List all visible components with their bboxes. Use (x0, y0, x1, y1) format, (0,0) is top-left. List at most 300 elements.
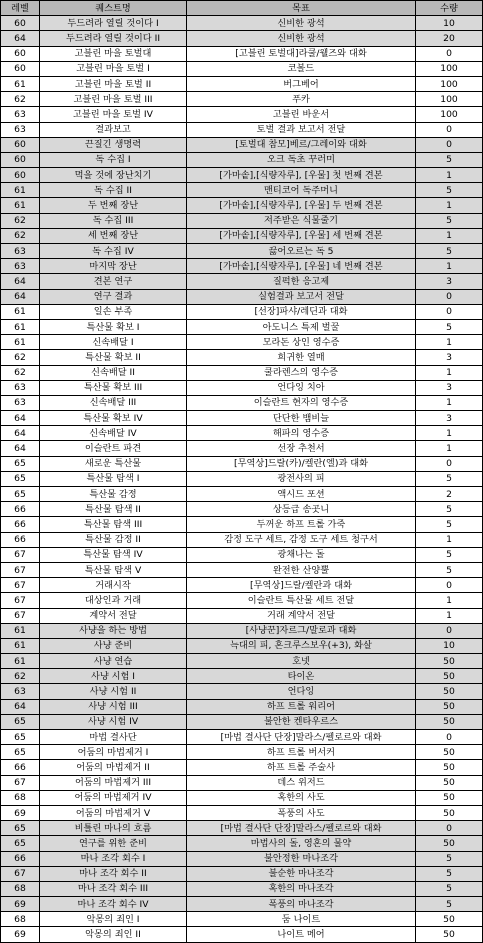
table-row (1, 335, 483, 350)
table-row (1, 593, 483, 608)
table-row (1, 350, 483, 365)
cell-target: [마법 결사단 단장]말라스/펠로르와 대화 (187, 821, 416, 836)
cell-quantity: 0 (416, 289, 483, 304)
table-row (1, 562, 483, 577)
cell-quest-name: 두드려라 열릴 것이다 II (40, 31, 187, 46)
cell-level: 60 (1, 46, 40, 61)
cell-level: 67 (1, 547, 40, 562)
cell-level: 61 (1, 638, 40, 653)
cell-quantity: 1 (416, 426, 483, 441)
cell-quest-name: 마나 조각 회수 III (40, 881, 187, 896)
cell-level: 61 (1, 335, 40, 350)
cell-quest-name: 특산물 탐색 V (40, 562, 187, 577)
cell-level: 67 (1, 593, 40, 608)
cell-quest-name: 새로운 특산물 (40, 456, 187, 471)
cell-quantity: 1 (416, 441, 483, 456)
cell-quantity: 100 (416, 61, 483, 76)
header-row (1, 1, 483, 16)
cell-quantity: 100 (416, 92, 483, 107)
cell-quantity: 3 (416, 350, 483, 365)
cell-target: [토벌대 참모]베르/그레이와 대화 (187, 137, 416, 152)
cell-quest-name: 어둠의 마법제거 IV (40, 790, 187, 805)
cell-target: 토벌 결과 보고서 전달 (187, 122, 416, 137)
cell-quantity: 0 (416, 456, 483, 471)
cell-target: 늑대의 피, 혼크루스보우(+3), 화살 (187, 638, 416, 653)
cell-level: 62 (1, 365, 40, 380)
cell-level: 61 (1, 623, 40, 638)
cell-target: 푸카 (187, 92, 416, 107)
cell-level: 63 (1, 395, 40, 410)
cell-quest-name: 특산물 탐색 III (40, 517, 187, 532)
cell-target: 액시드 포션 (187, 487, 416, 502)
cell-quantity: 0 (416, 304, 483, 319)
cell-quest-name: 사냥 시험 I (40, 669, 187, 684)
cell-quantity: 0 (416, 730, 483, 745)
cell-level: 62 (1, 350, 40, 365)
cell-level: 60 (1, 137, 40, 152)
cell-level: 68 (1, 881, 40, 896)
cell-level: 66 (1, 517, 40, 532)
cell-quest-name: 사냥 시험 IV (40, 714, 187, 729)
cell-target: 폭풍의 마나조각 (187, 897, 416, 912)
table-row (1, 608, 483, 623)
cell-target: 버그베어 (187, 76, 416, 91)
cell-quantity: 5 (416, 183, 483, 198)
cell-target: 쿨라렌스의 영수증 (187, 365, 416, 380)
cell-target: [가마솥],[식량자루], [우물] 첫 번째 견본 (187, 168, 416, 183)
cell-level: 68 (1, 912, 40, 927)
cell-quest-name: 마지막 장난 (40, 259, 187, 274)
cell-level: 65 (1, 487, 40, 502)
cell-quantity: 5 (416, 152, 483, 167)
cell-target: 이슬란트 현자의 영수증 (187, 395, 416, 410)
cell-target: 하프 트롤 워리어 (187, 699, 416, 714)
cell-quantity: 1 (416, 168, 483, 183)
header-target: 목표 (187, 1, 416, 16)
cell-target: 언다잉 치아 (187, 380, 416, 395)
table-row (1, 517, 483, 532)
cell-quest-name: 어둠의 마법제거 V (40, 805, 187, 820)
cell-quantity: 5 (416, 517, 483, 532)
table-row (1, 714, 483, 729)
table-row (1, 289, 483, 304)
cell-level: 65 (1, 471, 40, 486)
cell-level: 68 (1, 790, 40, 805)
cell-quest-name: 결과보고 (40, 122, 187, 137)
table-row (1, 532, 483, 547)
cell-quantity: 5 (416, 851, 483, 866)
cell-level: 60 (1, 168, 40, 183)
cell-quest-name: 고블린 마을 토벌대 (40, 46, 187, 61)
cell-quest-name: 사냥을 하는 방법 (40, 623, 187, 638)
cell-quest-name: 고블린 마을 토벌 II (40, 76, 187, 91)
cell-level: 63 (1, 244, 40, 259)
cell-quest-name: 두 번째 장난 (40, 198, 187, 213)
cell-target: 광채나는 돌 (187, 547, 416, 562)
cell-target: 광전사의 피 (187, 471, 416, 486)
cell-quantity: 0 (416, 137, 483, 152)
cell-level: 62 (1, 213, 40, 228)
cell-quest-name: 계약서 전달 (40, 608, 187, 623)
table-row (1, 836, 483, 851)
cell-target: 신비한 광석 (187, 31, 416, 46)
table-row (1, 198, 483, 213)
cell-target: 둠 나이트 (187, 912, 416, 927)
cell-level: 64 (1, 426, 40, 441)
cell-target: 폭풍의 사도 (187, 805, 416, 820)
table-row (1, 699, 483, 714)
cell-quest-name: 사냥 준비 (40, 638, 187, 653)
cell-level: 63 (1, 122, 40, 137)
cell-target: [무역상]드랄(카)/켈란(엘)과 대화 (187, 456, 416, 471)
cell-quantity: 1 (416, 335, 483, 350)
cell-quest-name: 일손 부족 (40, 304, 187, 319)
cell-quest-name: 고블린 마을 토벌 I (40, 61, 187, 76)
cell-target: 저주받은 식물줄기 (187, 213, 416, 228)
cell-level: 64 (1, 441, 40, 456)
cell-quantity: 1 (416, 228, 483, 243)
cell-quest-name: 거래시작 (40, 578, 187, 593)
cell-level: 64 (1, 31, 40, 46)
cell-quantity: 100 (416, 107, 483, 122)
table-row (1, 684, 483, 699)
cell-quantity: 5 (416, 562, 483, 577)
table-row (1, 16, 483, 31)
cell-quest-name: 마나 조각 회수 I (40, 851, 187, 866)
cell-target: 아도니스 특제 벌꿀 (187, 319, 416, 334)
cell-quest-name: 사냥 연습 (40, 654, 187, 669)
cell-target: 끓어오르는 독 5 (187, 244, 416, 259)
cell-level: 65 (1, 836, 40, 851)
table-row (1, 441, 483, 456)
table-row (1, 471, 483, 486)
table-row (1, 578, 483, 593)
cell-quest-name: 어둠의 마법제거 III (40, 775, 187, 790)
cell-level: 65 (1, 745, 40, 760)
table-row (1, 456, 483, 471)
cell-level: 63 (1, 259, 40, 274)
cell-quantity: 50 (416, 836, 483, 851)
cell-target: [무역상]드랄/켈란과 대화 (187, 578, 416, 593)
cell-quest-name: 특산물 감정 II (40, 532, 187, 547)
cell-quantity: 1 (416, 259, 483, 274)
cell-quest-name: 특산물 확보 III (40, 380, 187, 395)
table-row (1, 76, 483, 91)
cell-quest-name: 고블린 마을 토벌 III (40, 92, 187, 107)
table-row (1, 897, 483, 912)
cell-quantity: 50 (416, 699, 483, 714)
cell-quest-name: 비틀린 마나의 흐름 (40, 821, 187, 836)
header-level: 레벨 (1, 1, 40, 16)
cell-target: 혹한의 마나조각 (187, 881, 416, 896)
cell-quest-name: 사냥 시험 III (40, 699, 187, 714)
table-body (1, 16, 483, 942)
cell-quantity: 50 (416, 714, 483, 729)
cell-quantity: 2 (416, 487, 483, 502)
cell-target: 질퍽한 응고제 (187, 274, 416, 289)
cell-quantity: 10 (416, 638, 483, 653)
cell-quantity: 5 (416, 547, 483, 562)
cell-quest-name: 대상인과 거래 (40, 593, 187, 608)
cell-target: 불안정한 마나조각 (187, 851, 416, 866)
cell-quantity: 1 (416, 365, 483, 380)
cell-quantity: 1 (416, 593, 483, 608)
cell-quest-name: 특산물 확보 IV (40, 411, 187, 426)
cell-quantity: 5 (416, 881, 483, 896)
cell-quantity: 10 (416, 16, 483, 31)
cell-quantity: 5 (416, 213, 483, 228)
table-row (1, 821, 483, 836)
cell-level: 67 (1, 578, 40, 593)
cell-target: 선장 추천서 (187, 441, 416, 456)
cell-level: 62 (1, 228, 40, 243)
table-row (1, 122, 483, 137)
table-row (1, 137, 483, 152)
cell-level: 67 (1, 775, 40, 790)
cell-target: 해파의 영수증 (187, 426, 416, 441)
cell-quantity: 50 (416, 654, 483, 669)
cell-target: [마법 결사단 단장]말라스/펠로르와 대화 (187, 730, 416, 745)
table-row (1, 107, 483, 122)
cell-quantity: 50 (416, 760, 483, 775)
table-row (1, 669, 483, 684)
cell-target: 혹한의 사도 (187, 790, 416, 805)
table-row (1, 395, 483, 410)
table-row (1, 426, 483, 441)
table-row (1, 745, 483, 760)
table-row (1, 46, 483, 61)
cell-level: 61 (1, 304, 40, 319)
cell-quest-name: 마법 결사단 (40, 730, 187, 745)
cell-target: 상등급 송곳니 (187, 502, 416, 517)
cell-level: 61 (1, 183, 40, 198)
cell-quantity: 5 (416, 866, 483, 881)
cell-target: 감정 도구 세트, 감정 도구 세트 청구서 (187, 532, 416, 547)
cell-target: 하프 트롤 버서커 (187, 745, 416, 760)
cell-target: 맨티코어 독주머니 (187, 183, 416, 198)
cell-target: [가마솥],[식량자루], [우물] 세 번째 견본 (187, 228, 416, 243)
cell-quest-name: 두드려라 열릴 것이다 I (40, 16, 187, 31)
cell-quantity: 0 (416, 122, 483, 137)
cell-quantity: 1 (416, 608, 483, 623)
cell-level: 61 (1, 654, 40, 669)
cell-quest-name: 견본 연구 (40, 274, 187, 289)
cell-level: 64 (1, 289, 40, 304)
cell-quest-name: 특산물 탐색 I (40, 471, 187, 486)
cell-quest-name: 신속배달 IV (40, 426, 187, 441)
table-row (1, 183, 483, 198)
table-row (1, 638, 483, 653)
cell-target: 희귀한 열매 (187, 350, 416, 365)
cell-target: [사냥꾼]자르그/말로과 대화 (187, 623, 416, 638)
cell-level: 69 (1, 805, 40, 820)
cell-quest-name: 고블린 마을 토벌 IV (40, 107, 187, 122)
cell-quest-name: 어둠의 마법제거 I (40, 745, 187, 760)
cell-quest-name: 독 수집 II (40, 183, 187, 198)
cell-target: 완전한 산양뿔 (187, 562, 416, 577)
cell-quantity: 50 (416, 669, 483, 684)
cell-target: 모라돈 상인 영수증 (187, 335, 416, 350)
cell-target: 불순한 마나조각 (187, 866, 416, 881)
cell-level: 60 (1, 16, 40, 31)
cell-quest-name: 특산물 확보 II (40, 350, 187, 365)
cell-quantity: 50 (416, 912, 483, 927)
cell-level: 65 (1, 456, 40, 471)
table-row (1, 805, 483, 820)
table-row (1, 168, 483, 183)
table-row (1, 730, 483, 745)
header-quantity: 수량 (416, 1, 483, 16)
cell-quest-name: 특산물 확보 I (40, 319, 187, 334)
cell-quest-name: 연구를 위한 준비 (40, 836, 187, 851)
cell-level: 63 (1, 380, 40, 395)
cell-quest-name: 특산물 감정 (40, 487, 187, 502)
cell-quantity: 0 (416, 578, 483, 593)
cell-quantity: 0 (416, 46, 483, 61)
table-row (1, 365, 483, 380)
cell-quantity: 100 (416, 76, 483, 91)
cell-target: [선장]파샤/레딘과 대화 (187, 304, 416, 319)
table-row (1, 319, 483, 334)
cell-level: 69 (1, 897, 40, 912)
cell-quest-name: 마나 조각 회수 IV (40, 897, 187, 912)
cell-target: 단단한 뱀비늘 (187, 411, 416, 426)
table-header (1, 1, 483, 16)
cell-level: 67 (1, 562, 40, 577)
cell-quantity: 20 (416, 31, 483, 46)
cell-level: 65 (1, 730, 40, 745)
cell-quest-name: 신속배달 II (40, 365, 187, 380)
cell-quantity: 5 (416, 319, 483, 334)
cell-quantity: 50 (416, 790, 483, 805)
cell-target: 마법사의 돌, 영혼의 물약 (187, 836, 416, 851)
cell-quest-name: 특산물 탐색 IV (40, 547, 187, 562)
cell-level: 60 (1, 61, 40, 76)
cell-target: 신비한 광석 (187, 16, 416, 31)
table-row (1, 411, 483, 426)
cell-target: 타이온 (187, 669, 416, 684)
cell-level: 65 (1, 714, 40, 729)
table-row (1, 274, 483, 289)
table-row (1, 547, 483, 562)
cell-target: 나이트 메어 (187, 927, 416, 942)
cell-quest-name: 독 수집 I (40, 152, 187, 167)
table-row (1, 213, 483, 228)
table-row (1, 31, 483, 46)
table-row (1, 502, 483, 517)
table-row (1, 790, 483, 805)
cell-target: 고블린 바운서 (187, 107, 416, 122)
cell-quantity: 1 (416, 198, 483, 213)
cell-quest-name: 독 수집 IV (40, 244, 187, 259)
cell-level: 66 (1, 760, 40, 775)
cell-quantity: 3 (416, 411, 483, 426)
table-row (1, 304, 483, 319)
cell-quantity: 0 (416, 821, 483, 836)
cell-level: 61 (1, 198, 40, 213)
cell-level: 63 (1, 107, 40, 122)
table-row (1, 228, 483, 243)
cell-target: [고블린 토벌대]라쿨/웰즈와 대화 (187, 46, 416, 61)
table-row (1, 760, 483, 775)
table-row (1, 912, 483, 927)
cell-quantity: 1 (416, 395, 483, 410)
cell-quest-name: 악몽의 죄인 II (40, 927, 187, 942)
table-row (1, 775, 483, 790)
cell-target: 이슬란트 특산물 세트 전달 (187, 593, 416, 608)
cell-quantity: 3 (416, 380, 483, 395)
table-row (1, 92, 483, 107)
cell-quest-name: 사냥 시험 II (40, 684, 187, 699)
cell-quest-name: 세 번째 장난 (40, 228, 187, 243)
cell-quantity: 50 (416, 927, 483, 942)
cell-level: 60 (1, 152, 40, 167)
cell-target: 하프 트롤 주술사 (187, 760, 416, 775)
cell-level: 66 (1, 532, 40, 547)
cell-quest-name: 연구 결과 (40, 289, 187, 304)
cell-quest-name: 악몽의 죄인 I (40, 912, 187, 927)
cell-quest-name: 특산물 탐색 II (40, 502, 187, 517)
table-row (1, 61, 483, 76)
cell-target: [가마솥],[식량자루], [우물] 네 번째 견본 (187, 259, 416, 274)
table-row (1, 152, 483, 167)
cell-level: 65 (1, 821, 40, 836)
cell-target: 데스 위저드 (187, 775, 416, 790)
cell-quantity: 5 (416, 244, 483, 259)
cell-level: 66 (1, 851, 40, 866)
cell-target: 불안한 켄타우르스 (187, 714, 416, 729)
cell-quantity: 50 (416, 775, 483, 790)
cell-quantity: 50 (416, 684, 483, 699)
table-row (1, 244, 483, 259)
cell-level: 64 (1, 411, 40, 426)
cell-target: 호넷 (187, 654, 416, 669)
cell-quest-name: 신속배달 III (40, 395, 187, 410)
cell-quantity: 1 (416, 532, 483, 547)
cell-level: 66 (1, 502, 40, 517)
table-row (1, 851, 483, 866)
cell-level: 62 (1, 92, 40, 107)
header-quest-name: 퀘스트명 (40, 1, 187, 16)
cell-target: 두꺼운 하프 트롤 가죽 (187, 517, 416, 532)
cell-target: 거래 계약서 전달 (187, 608, 416, 623)
cell-level: 67 (1, 608, 40, 623)
table-row (1, 380, 483, 395)
table-row (1, 654, 483, 669)
cell-level: 64 (1, 699, 40, 714)
cell-quest-name: 이슬란트 파견 (40, 441, 187, 456)
cell-target: 코볼드 (187, 61, 416, 76)
cell-quantity: 5 (416, 897, 483, 912)
cell-quest-name: 마나 조각 회수 II (40, 866, 187, 881)
cell-target: 실험결과 보고서 전달 (187, 289, 416, 304)
cell-level: 67 (1, 866, 40, 881)
cell-quest-name: 신속배달 I (40, 335, 187, 350)
cell-quantity: 50 (416, 745, 483, 760)
table-row (1, 881, 483, 896)
table-row (1, 623, 483, 638)
cell-level: 69 (1, 927, 40, 942)
cell-target: [가마솥],[식량자루], [우물] 두 번째 견본 (187, 198, 416, 213)
cell-level: 61 (1, 319, 40, 334)
cell-quantity: 3 (416, 274, 483, 289)
cell-quantity: 50 (416, 805, 483, 820)
cell-quest-name: 먹을 것에 장난치기 (40, 168, 187, 183)
table-row (1, 259, 483, 274)
cell-level: 64 (1, 274, 40, 289)
cell-quest-name: 어둠의 마법제거 II (40, 760, 187, 775)
cell-level: 62 (1, 669, 40, 684)
